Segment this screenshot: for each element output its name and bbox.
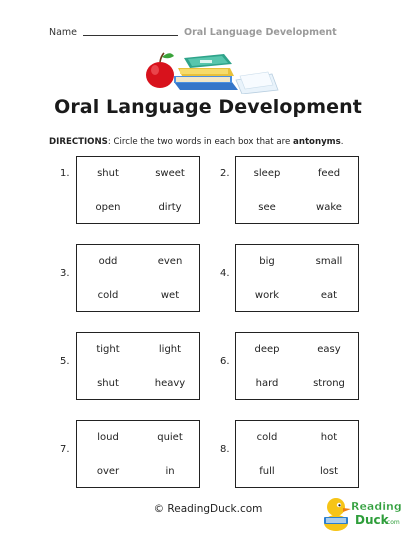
word-option[interactable]: wake bbox=[316, 202, 342, 213]
name-line[interactable] bbox=[83, 35, 178, 36]
word-box-6 bbox=[235, 332, 359, 400]
word-option[interactable]: tight bbox=[96, 344, 120, 355]
word-box-5 bbox=[76, 332, 200, 400]
word-option[interactable]: even bbox=[157, 256, 183, 267]
word-option[interactable]: lost bbox=[319, 466, 339, 477]
page-title: Oral Language Development bbox=[54, 96, 362, 118]
word-option[interactable]: over bbox=[96, 466, 120, 477]
word-box-8 bbox=[235, 420, 359, 488]
word-box-1 bbox=[76, 156, 200, 224]
duck-icon bbox=[324, 498, 351, 531]
box-number-4: 4. bbox=[220, 268, 230, 279]
word-option[interactable]: dirty bbox=[158, 202, 182, 213]
word-box-7 bbox=[76, 420, 200, 488]
word-box-3 bbox=[76, 244, 200, 312]
logo-suffix: .com bbox=[385, 519, 400, 526]
word-option[interactable]: hard bbox=[255, 378, 279, 389]
word-option[interactable]: strong bbox=[313, 378, 345, 389]
box-number-8: 8. bbox=[220, 444, 230, 455]
word-option[interactable]: wet bbox=[160, 290, 180, 301]
books-icon bbox=[174, 54, 238, 90]
word-option[interactable]: work bbox=[254, 290, 280, 301]
directions-text: : Circle the two words in each box that are bbox=[107, 137, 294, 147]
word-option[interactable]: cold bbox=[256, 432, 278, 443]
word-option[interactable]: shut bbox=[97, 378, 119, 389]
word-option[interactable]: eat bbox=[320, 290, 338, 301]
directions-keyword: antonyms bbox=[293, 137, 341, 147]
name-label: Name bbox=[49, 27, 78, 38]
word-option[interactable]: feed bbox=[317, 168, 341, 179]
word-option[interactable]: hot bbox=[320, 432, 338, 443]
logo-word-duck: Duck bbox=[355, 513, 389, 527]
directions-end: . bbox=[340, 137, 344, 147]
box-number-1: 1. bbox=[60, 168, 70, 179]
header-row bbox=[49, 24, 337, 38]
word-option[interactable]: easy bbox=[317, 344, 341, 355]
word-option[interactable]: full bbox=[259, 466, 275, 477]
word-option[interactable]: sleep bbox=[253, 168, 281, 179]
paper-icon bbox=[236, 72, 278, 94]
footer-copyright: © ReadingDuck.com bbox=[153, 503, 263, 515]
reading-duck-logo bbox=[320, 493, 406, 533]
word-box-4 bbox=[235, 244, 359, 312]
box-number-2: 2. bbox=[220, 168, 230, 179]
word-option[interactable]: quiet bbox=[157, 432, 183, 443]
word-option[interactable]: cold bbox=[97, 290, 119, 301]
directions-label: DIRECTIONS bbox=[49, 137, 108, 147]
word-box-2 bbox=[235, 156, 359, 224]
word-option[interactable]: small bbox=[315, 256, 343, 267]
word-option[interactable]: see bbox=[258, 202, 276, 213]
word-option[interactable]: light bbox=[158, 344, 182, 355]
logo-word-reading: Reading bbox=[351, 500, 402, 513]
box-number-7: 7. bbox=[60, 444, 70, 455]
word-option[interactable]: heavy bbox=[154, 378, 186, 389]
box-number-6: 6. bbox=[220, 356, 230, 367]
word-option[interactable]: open bbox=[95, 202, 121, 213]
box-number-3: 3. bbox=[60, 268, 70, 279]
books-apple-clipart bbox=[140, 46, 280, 94]
apple-icon bbox=[146, 53, 174, 88]
word-option[interactable]: odd bbox=[98, 256, 118, 267]
word-option[interactable]: big bbox=[259, 256, 275, 267]
word-option[interactable]: sweet bbox=[155, 168, 185, 179]
word-option[interactable]: loud bbox=[97, 432, 119, 443]
word-option[interactable]: shut bbox=[97, 168, 119, 179]
word-option[interactable]: in bbox=[165, 466, 175, 477]
word-option[interactable]: deep bbox=[254, 344, 280, 355]
box-number-5: 5. bbox=[60, 356, 70, 367]
directions bbox=[49, 137, 344, 147]
header-title: Oral Language Development bbox=[184, 27, 337, 38]
